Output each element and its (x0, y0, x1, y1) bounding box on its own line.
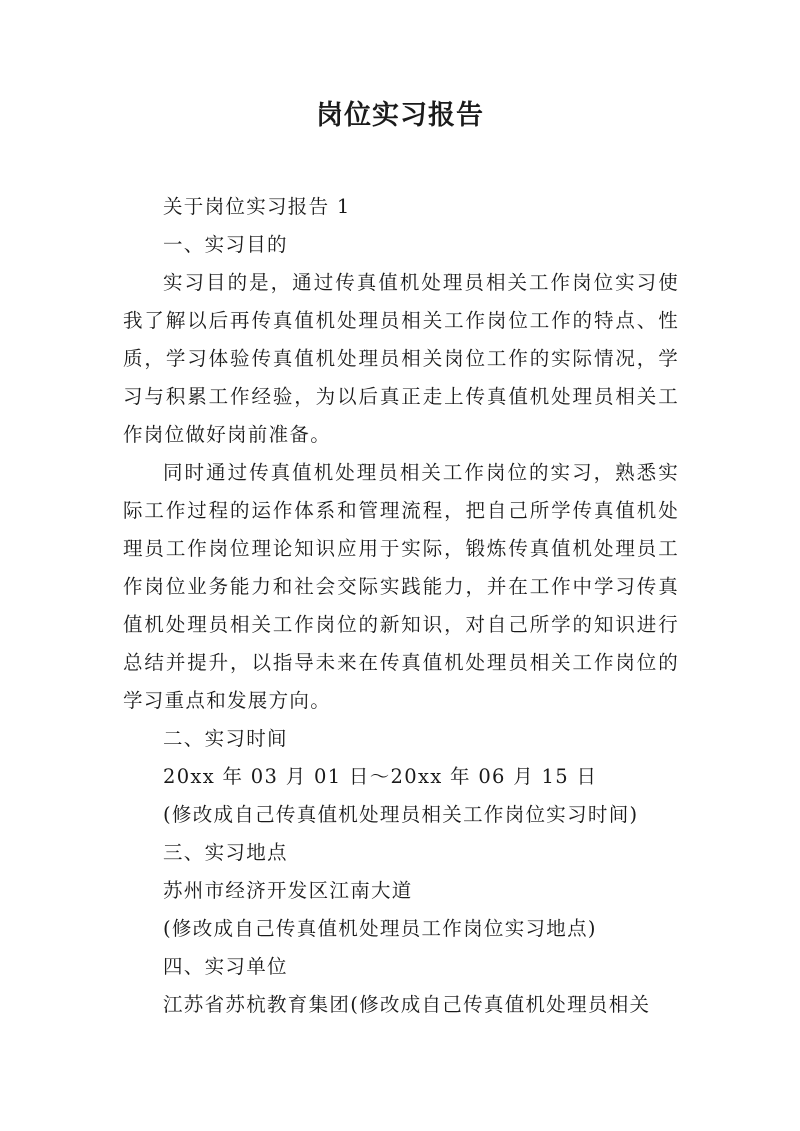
document-title: 岗位实习报告 (316, 100, 484, 131)
section-heading-time: 二、实习时间 (163, 727, 288, 750)
internship-place-note: (修改成自己传真值机处理员工作岗位实习地点) (163, 917, 597, 940)
internship-time: 20xx 年 03 月 01 日～20xx 年 06 月 15 日 (163, 765, 598, 788)
internship-place: 苏州市经济开发区江南大道 (163, 879, 413, 902)
internship-time-note: (修改成自己传真值机处理员相关工作岗位实习时间) (163, 803, 639, 826)
section-heading-unit: 四、实习单位 (163, 955, 288, 978)
section-heading-purpose: 一、实习目的 (163, 233, 288, 256)
paragraph-purpose-detail: 同时通过传真值机处理员相关工作岗位的实习，熟悉实际工作过程的运作体系和管理流程，把自己所学传真值机处理员工作岗位理论知识应用于实际，锻炼传真值机处理员工作岗位业务能力和社会交际实践能力，并在工作中学习传真值机处理员相关工作岗位的新知识，对自己所学的知识进行总结并提升，以指导未来在传真值机处理员相关工作岗位的学习重点和发展方向。 (123, 461, 679, 712)
paragraph-purpose: 实习目的是，通过传真值机处理员相关工作岗位实习使我了解以后再传真值机处理员相关工作岗位工作的特点、性质，学习体验传真值机处理员相关岗位工作的实际情况，学习与积累工作经验，为以后真正走上传真值机处理员相关工作岗位做好岗前准备。 (123, 271, 679, 446)
document-body (123, 188, 679, 1024)
section-heading-place: 三、实习地点 (163, 841, 288, 864)
internship-unit: 江苏省苏杭教育集团(修改成自己传真值机处理员相关 (163, 993, 651, 1016)
report-subtitle: 关于岗位实习报告 1 (163, 195, 351, 218)
